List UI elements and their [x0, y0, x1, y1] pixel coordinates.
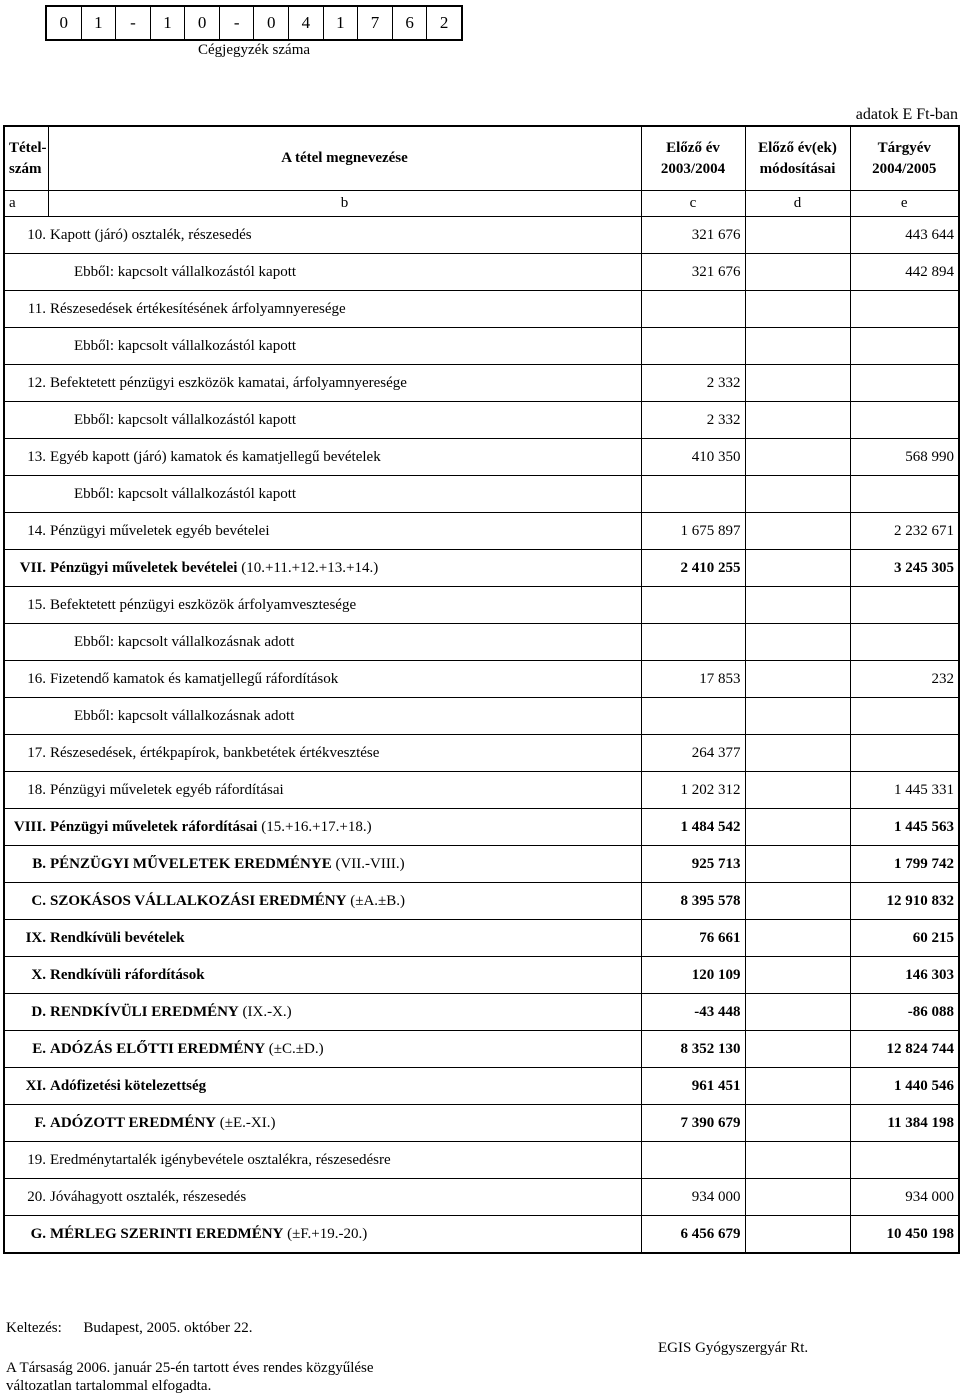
- item-label: Részesedések, értékpapírok, bankbetétek értékvesztése: [50, 744, 380, 761]
- item-number: [4, 254, 48, 291]
- header-curr-year-line1: Tárgyév: [877, 139, 931, 156]
- prev-year-value: 264 377: [641, 735, 745, 772]
- item-name: [48, 291, 641, 328]
- modification-value: [745, 254, 850, 291]
- item-label: Pénzügyi műveletek ráfordításai: [50, 818, 258, 835]
- item-name: [48, 439, 641, 476]
- item-name: [48, 883, 641, 920]
- prev-year-value: 76 661: [641, 920, 745, 957]
- modification-value: [745, 587, 850, 624]
- modification-value: [745, 291, 850, 328]
- item-number: [4, 698, 48, 735]
- current-year-value: 3 245 305: [850, 550, 959, 587]
- modification-value: [745, 1068, 850, 1105]
- item-number: 15.: [4, 587, 48, 624]
- item-label: Ebből: kapcsolt vállalkozástól kapott: [74, 263, 297, 280]
- modification-value: [745, 846, 850, 883]
- modification-value: [745, 439, 850, 476]
- header-prev-year-line1: Előző év: [666, 139, 720, 156]
- item-number: 10.: [4, 217, 48, 254]
- item-label: ADÓZÁS ELŐTTI EREDMÉNY: [50, 1040, 266, 1057]
- item-label: Ebből: kapcsolt vállalkozásnak adott: [74, 633, 295, 650]
- modification-value: [745, 957, 850, 994]
- item-name: [48, 994, 641, 1031]
- header-item-no-line1: Tétel-: [9, 139, 47, 156]
- item-label: Pénzügyi műveletek bevételei: [50, 559, 238, 576]
- prev-year-value: [641, 698, 745, 735]
- modification-value: [745, 365, 850, 402]
- item-number: 13.: [4, 439, 48, 476]
- prev-year-value: 934 000: [641, 1179, 745, 1216]
- current-year-value: 568 990: [850, 439, 959, 476]
- item-number: 16.: [4, 661, 48, 698]
- prev-year-value: 17 853: [641, 661, 745, 698]
- item-label: Jóváhagyott osztalék, részesedés: [50, 1188, 247, 1205]
- item-name: [48, 1031, 641, 1068]
- prev-year-value: 7 390 679: [641, 1105, 745, 1142]
- item-number: [4, 328, 48, 365]
- table-row: [4, 661, 959, 698]
- table-row: [4, 365, 959, 402]
- item-number: 20.: [4, 1179, 48, 1216]
- modification-value: [745, 1179, 850, 1216]
- header-modifications: [745, 126, 850, 191]
- item-label: Kapott (járó) osztalék, részesedés: [50, 226, 252, 243]
- column-letter: b: [48, 191, 641, 217]
- item-name: [48, 513, 641, 550]
- header-curr-year-line2: 2004/2005: [872, 160, 937, 177]
- item-name: [48, 1142, 641, 1179]
- registry-digit: 1: [151, 7, 186, 39]
- table-row: [4, 957, 959, 994]
- header-prev-year: [641, 126, 745, 191]
- modification-value: [745, 513, 850, 550]
- item-label: Rendkívüli bevételek: [50, 929, 185, 946]
- table-row: [4, 254, 959, 291]
- header-item-no-line2: szám: [9, 160, 42, 177]
- prev-year-value: 8 352 130: [641, 1031, 745, 1068]
- table-row: [4, 809, 959, 846]
- table-row: [4, 1068, 959, 1105]
- item-name: [48, 661, 641, 698]
- company-name: EGIS Gyógyszergyár Rt.: [658, 1340, 809, 1356]
- prev-year-value: [641, 291, 745, 328]
- item-name: [48, 1105, 641, 1142]
- item-number: XI.: [4, 1068, 48, 1105]
- item-label: RENDKÍVÜLI EREDMÉNY: [50, 1003, 239, 1020]
- current-year-value: 232: [850, 661, 959, 698]
- item-name: [48, 1216, 641, 1254]
- item-label: Pénzügyi műveletek egyéb ráfordításai: [50, 781, 284, 798]
- item-name: [48, 550, 641, 587]
- item-label: Befektetett pénzügyi eszközök árfolyamvesztesége: [50, 596, 357, 613]
- table-row: [4, 291, 959, 328]
- item-label: SZOKÁSOS VÁLLALKOZÁSI EREDMÉNY: [50, 892, 347, 909]
- modification-value: [745, 735, 850, 772]
- item-label: Rendkívüli ráfordítások: [50, 966, 205, 983]
- prev-year-value: 8 395 578: [641, 883, 745, 920]
- item-label: Egyéb kapott (járó) kamatok és kamatjellegű bevételek: [50, 448, 381, 465]
- registry-digit: 1: [324, 7, 359, 39]
- current-year-value: 443 644: [850, 217, 959, 254]
- table-row: [4, 1031, 959, 1068]
- current-year-value: 11 384 198: [850, 1105, 959, 1142]
- item-number: E.: [4, 1031, 48, 1068]
- table-row: [4, 513, 959, 550]
- table-row: [4, 476, 959, 513]
- item-name: [48, 402, 641, 439]
- column-letter-row: [4, 191, 959, 217]
- current-year-value: 1 445 331: [850, 772, 959, 809]
- table-row: [4, 920, 959, 957]
- prev-year-value: 6 456 679: [641, 1216, 745, 1254]
- table-row: [4, 994, 959, 1031]
- prev-year-value: 321 676: [641, 217, 745, 254]
- table-row: [4, 217, 959, 254]
- modification-value: [745, 1105, 850, 1142]
- modification-value: [745, 661, 850, 698]
- header-mod-line2: módosításai: [759, 160, 836, 177]
- item-name: [48, 735, 641, 772]
- table-row: [4, 550, 959, 587]
- current-year-value: 12 910 832: [850, 883, 959, 920]
- item-formula: (10.+11.+12.+13.+14.): [237, 559, 379, 576]
- date-label: Keltezés:: [6, 1320, 62, 1336]
- modification-value: [745, 772, 850, 809]
- table-row: [4, 328, 959, 365]
- item-name: [48, 254, 641, 291]
- modification-value: [745, 883, 850, 920]
- prev-year-value: [641, 587, 745, 624]
- item-name: [48, 772, 641, 809]
- item-number: [4, 402, 48, 439]
- current-year-value: [850, 365, 959, 402]
- item-name: [48, 809, 641, 846]
- modification-value: [745, 920, 850, 957]
- current-year-value: 2 232 671: [850, 513, 959, 550]
- current-year-value: [850, 698, 959, 735]
- current-year-value: 1 440 546: [850, 1068, 959, 1105]
- registry-digit: 6: [393, 7, 428, 39]
- prev-year-value: 2 410 255: [641, 550, 745, 587]
- item-name: [48, 587, 641, 624]
- item-formula: (±A.±B.): [346, 892, 406, 909]
- item-name: [48, 920, 641, 957]
- current-year-value: 1 799 742: [850, 846, 959, 883]
- table-row: [4, 587, 959, 624]
- table-row: [4, 772, 959, 809]
- current-year-value: 934 000: [850, 1179, 959, 1216]
- modification-value: [745, 809, 850, 846]
- table-row: [4, 846, 959, 883]
- item-number: 17.: [4, 735, 48, 772]
- modification-value: [745, 1216, 850, 1254]
- item-label: PÉNZÜGYI MŰVELETEK EREDMÉNYE: [50, 855, 332, 872]
- current-year-value: [850, 624, 959, 661]
- item-number: IX.: [4, 920, 48, 957]
- column-letter: e: [850, 191, 959, 217]
- header-current-year: [850, 126, 959, 191]
- approval-note-line1: A Társaság 2006. január 25-én tartott éves rendes közgyűlése: [6, 1360, 374, 1376]
- item-name: [48, 957, 641, 994]
- current-year-value: -86 088: [850, 994, 959, 1031]
- table-header-row: [4, 126, 959, 191]
- item-label: Részesedések értékesítésének árfolyamnyeresége: [50, 300, 346, 317]
- table-row: [4, 883, 959, 920]
- item-label: Befektetett pénzügyi eszközök kamatai, árfolyamnyeresége: [50, 374, 407, 391]
- registry-digit: -: [220, 7, 255, 39]
- current-year-value: [850, 1142, 959, 1179]
- column-letter: d: [745, 191, 850, 217]
- modification-value: [745, 698, 850, 735]
- current-year-value: [850, 735, 959, 772]
- registry-digit: 0: [47, 7, 82, 39]
- registry-digit: -: [116, 7, 151, 39]
- date-line: [6, 1320, 252, 1337]
- item-label: Fizetendő kamatok és kamatjellegű ráfordítások: [50, 670, 339, 687]
- item-formula: (IX.-X.): [238, 1003, 292, 1020]
- item-label: Adófizetési kötelezettség: [50, 1077, 207, 1094]
- table-row: [4, 735, 959, 772]
- modification-value: [745, 624, 850, 661]
- registry-digit: 7: [358, 7, 393, 39]
- current-year-value: 10 450 198: [850, 1216, 959, 1254]
- item-name: [48, 846, 641, 883]
- item-name: [48, 698, 641, 735]
- modification-value: [745, 1031, 850, 1068]
- item-label: Ebből: kapcsolt vállalkozásnak adott: [74, 707, 295, 724]
- item-number: VIII.: [4, 809, 48, 846]
- current-year-value: 12 824 744: [850, 1031, 959, 1068]
- item-label: MÉRLEG SZERINTI EREDMÉNY: [50, 1225, 284, 1242]
- item-number: G.: [4, 1216, 48, 1254]
- unit-label: adatok E Ft-ban: [855, 106, 958, 123]
- registry-digit: 0: [185, 7, 220, 39]
- modification-value: [745, 328, 850, 365]
- prev-year-value: -43 448: [641, 994, 745, 1031]
- prev-year-value: 2 332: [641, 402, 745, 439]
- item-name: [48, 1068, 641, 1105]
- item-number: VII.: [4, 550, 48, 587]
- modification-value: [745, 1142, 850, 1179]
- company-registry-number: [45, 5, 463, 41]
- item-label: Eredménytartalék igénybevétele osztalékra, részesedésre: [50, 1151, 391, 1168]
- prev-year-value: 410 350: [641, 439, 745, 476]
- item-number: 11.: [4, 291, 48, 328]
- item-formula: (±C.±D.): [265, 1040, 324, 1057]
- current-year-value: [850, 328, 959, 365]
- current-year-value: 146 303: [850, 957, 959, 994]
- header-mod-line1: Előző év(ek): [758, 139, 837, 156]
- modification-value: [745, 994, 850, 1031]
- header-item-name: A tétel megnevezése: [48, 126, 641, 191]
- prev-year-value: 925 713: [641, 846, 745, 883]
- current-year-value: [850, 476, 959, 513]
- table-row: [4, 439, 959, 476]
- item-name: [48, 476, 641, 513]
- item-label: ADÓZOTT EREDMÉNY: [50, 1114, 216, 1131]
- item-number: B.: [4, 846, 48, 883]
- header-prev-year-line2: 2003/2004: [660, 160, 726, 177]
- column-letter: a: [4, 191, 48, 217]
- prev-year-value: 1 675 897: [641, 513, 745, 550]
- prev-year-value: 1 202 312: [641, 772, 745, 809]
- modification-value: [745, 476, 850, 513]
- item-number: X.: [4, 957, 48, 994]
- item-formula: (±E.-XI.): [216, 1114, 276, 1131]
- prev-year-value: [641, 624, 745, 661]
- item-label: Ebből: kapcsolt vállalkozástól kapott: [74, 485, 297, 502]
- item-formula: (15.+16.+17.+18.): [257, 818, 372, 835]
- item-number: 18.: [4, 772, 48, 809]
- table-row: [4, 698, 959, 735]
- item-number: 12.: [4, 365, 48, 402]
- item-number: F.: [4, 1105, 48, 1142]
- column-letter: c: [641, 191, 745, 217]
- item-name: [48, 328, 641, 365]
- approval-note-line2: változatlan tartalommal elfogadta.: [6, 1378, 212, 1394]
- prev-year-value: [641, 328, 745, 365]
- registry-digit: 2: [439, 13, 449, 32]
- prev-year-value: [641, 1142, 745, 1179]
- current-year-value: [850, 402, 959, 439]
- prev-year-value: 120 109: [641, 957, 745, 994]
- item-label: Ebből: kapcsolt vállalkozástól kapott: [74, 337, 297, 354]
- item-number: D.: [4, 994, 48, 1031]
- modification-value: [745, 550, 850, 587]
- registry-digit: 4: [289, 7, 324, 39]
- item-formula: (±F.+19.-20.): [283, 1225, 368, 1242]
- item-name: [48, 365, 641, 402]
- item-number: [4, 624, 48, 661]
- registry-digit: 0: [254, 7, 289, 39]
- table-row: [4, 624, 959, 661]
- table-row: [4, 402, 959, 439]
- prev-year-value: 321 676: [641, 254, 745, 291]
- table-row: [4, 1105, 959, 1142]
- table-row: [4, 1142, 959, 1179]
- date-value: Budapest, 2005. október 22.: [83, 1320, 253, 1336]
- current-year-value: 1 445 563: [850, 809, 959, 846]
- item-number: C.: [4, 883, 48, 920]
- item-name: [48, 624, 641, 661]
- item-number: [4, 476, 48, 513]
- prev-year-value: 1 484 542: [641, 809, 745, 846]
- modification-value: [745, 217, 850, 254]
- header-item-no: [4, 126, 48, 191]
- item-number: 19.: [4, 1142, 48, 1179]
- current-year-value: 60 215: [850, 920, 959, 957]
- current-year-value: [850, 291, 959, 328]
- item-label: Pénzügyi műveletek egyéb bevételei: [50, 522, 270, 539]
- prev-year-value: 961 451: [641, 1068, 745, 1105]
- current-year-value: 442 894: [850, 254, 959, 291]
- prev-year-value: 2 332: [641, 365, 745, 402]
- item-label: Ebből: kapcsolt vállalkozástól kapott: [74, 411, 297, 428]
- table-row: [4, 1216, 959, 1254]
- table-row: [4, 1179, 959, 1216]
- income-statement-table: [3, 125, 960, 1254]
- modification-value: [745, 402, 850, 439]
- item-name: [48, 217, 641, 254]
- prev-year-value: [641, 476, 745, 513]
- registry-digit: 1: [82, 7, 117, 39]
- item-formula: (VII.-VIII.): [331, 855, 405, 872]
- company-registry-label: Cégjegyzék száma: [197, 42, 311, 58]
- current-year-value: [850, 587, 959, 624]
- item-name: [48, 1179, 641, 1216]
- item-number: 14.: [4, 513, 48, 550]
